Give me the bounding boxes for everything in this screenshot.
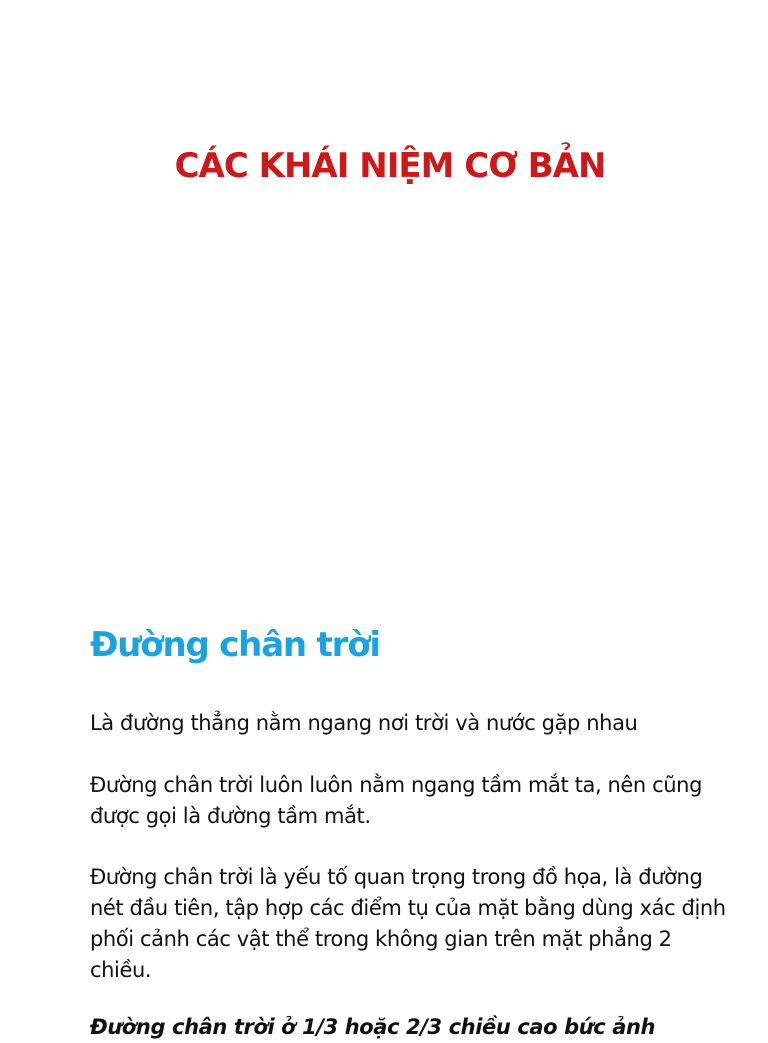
page-title: CÁC KHÁI NIỆM CƠ BẢN: [174, 146, 606, 186]
paragraph-eye-level: Đường chân trời luôn luôn nằm ngang tầm mắt ta, nên cũng được gọi là đường tầm mắt.: [90, 773, 702, 828]
section-heading: Đường chân trời: [90, 625, 380, 665]
paragraph-emphasis-cutoff: Đường chân trời ở 1/3 hoặc 2/3 chiều cao bức ảnh: [90, 1015, 656, 1039]
paragraph-definition: Là đường thẳng nằm ngang nơi trời và nước gặp nhau: [90, 711, 638, 735]
paragraph-importance: Đường chân trời là yếu tố quan trọng trong đồ họa, là đường nét đầu tiên, tập hợp các điểm tụ của mặt bằng dùng xác định phối cảnh các vật thể trong không gian trên mặt phẳng 2 chiều.: [90, 865, 726, 982]
